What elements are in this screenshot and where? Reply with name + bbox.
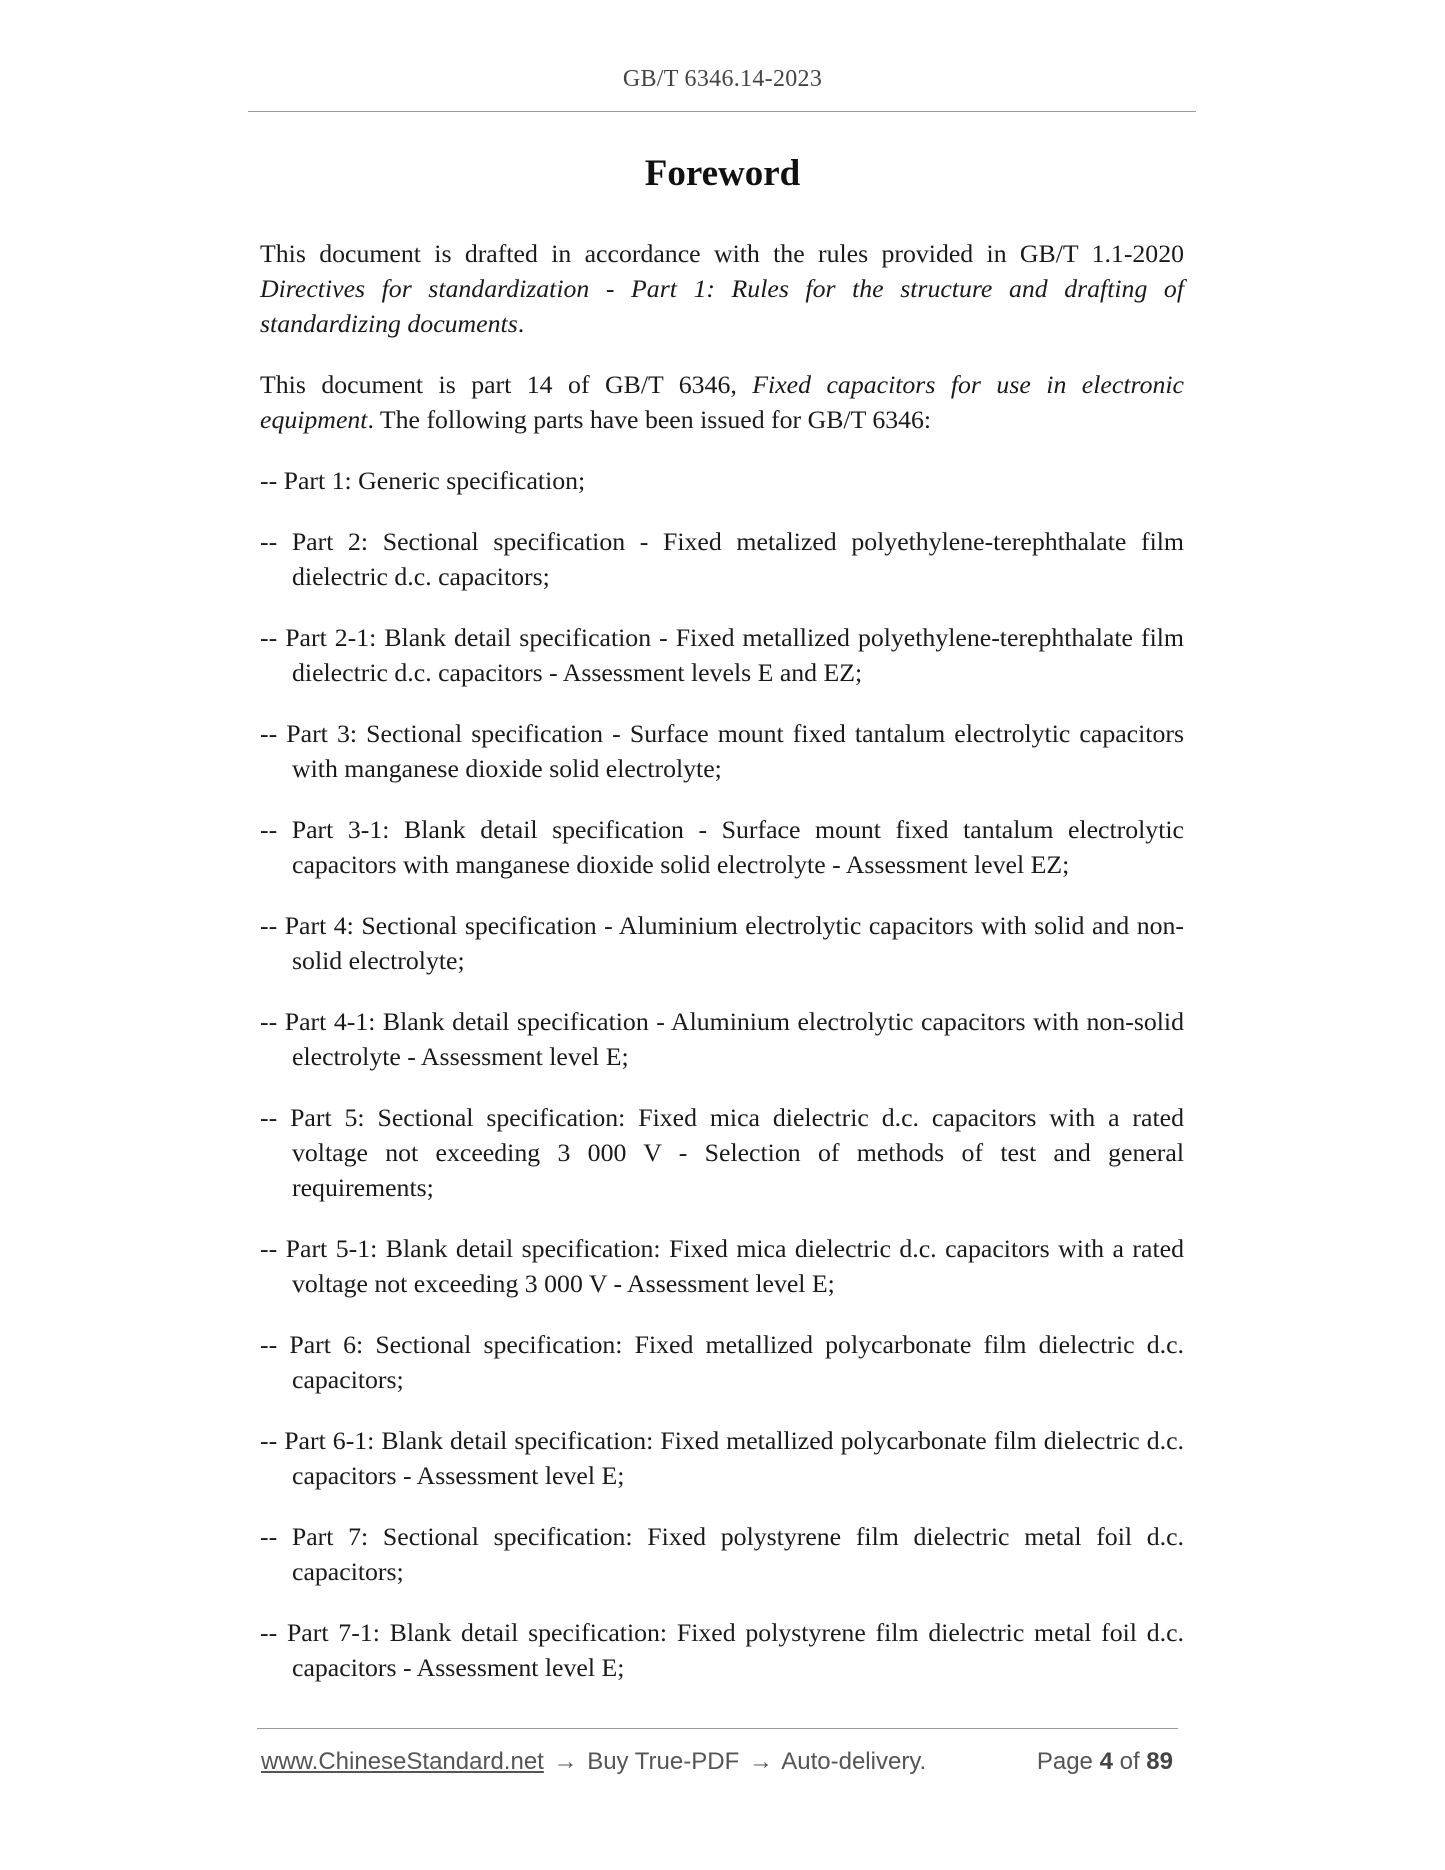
- page-number: [1037, 1748, 1173, 1776]
- list-item: -- Part 6: Sectional specification: Fixed metallized polycarbonate film dielectric d.c. capacitors;: [260, 1330, 1184, 1394]
- footer-promo: [261, 1748, 926, 1776]
- footer-divider: [257, 1728, 1178, 1729]
- intro-p1-italic-title: Directives for standardization - Part 1: Rules for the structure and drafting of standardizing documents: [260, 274, 1184, 338]
- foreword-body: [260, 236, 1184, 1711]
- list-item: -- Part 3-1: Blank detail specification - Surface mount fixed tantalum electrolytic capacitors with manganese dioxide solid electrolyte - Assessment level EZ;: [260, 815, 1184, 879]
- intro-p2-italic-title: Fixed capacitors for use in electronic equipment: [260, 370, 1184, 434]
- list-item: -- Part 4: Sectional specification - Aluminium electrolytic capacitors with solid and non-solid electrolyte;: [260, 911, 1184, 975]
- intro-p1-end: .: [517, 309, 525, 338]
- page-of-label: of: [1119, 1748, 1140, 1775]
- page-total: 89: [1146, 1748, 1173, 1775]
- arrow-right-icon: →: [748, 1748, 773, 1775]
- list-item: -- Part 1: Generic specification;: [260, 466, 586, 495]
- intro-p2-end: . The following parts have been issued for GB/T 6346:: [367, 405, 932, 434]
- website-link[interactable]: www.ChineseStandard.net: [261, 1748, 544, 1775]
- arrow-right-icon: →: [553, 1748, 578, 1775]
- list-item: -- Part 5-1: Blank detail specification: Fixed mica dielectric d.c. capacitors with a rated voltage not exceeding 3 000 V - Assessment level E;: [260, 1234, 1184, 1298]
- list-item: -- Part 5: Sectional specification: Fixed mica dielectric d.c. capacitors with a rated voltage not exceeding 3 000 V - Selection of methods of test and general requirements;: [260, 1103, 1184, 1202]
- page-label: Page: [1036, 1748, 1093, 1775]
- intro-paragraph-1: [260, 236, 1184, 341]
- list-item: -- Part 2: Sectional specification - Fixed metalized polyethylene-terephthalate film dielectric d.c. capacitors;: [260, 527, 1184, 591]
- list-item: -- Part 3: Sectional specification - Surface mount fixed tantalum electrolytic capacitors with manganese dioxide solid electrolyte;: [260, 719, 1184, 783]
- header-divider: [248, 111, 1196, 112]
- page-title: Foreword: [644, 153, 801, 194]
- list-item: -- Part 7: Sectional specification: Fixed polystyrene film dielectric metal foil d.c. capacitors;: [260, 1522, 1184, 1586]
- list-item: -- Part 6-1: Blank detail specification: Fixed metallized polycarbonate film dielectric d.c. capacitors - Assessment level E;: [260, 1426, 1184, 1490]
- intro-paragraph-2: [260, 367, 1184, 437]
- buy-true-pdf-text: Buy True-PDF: [587, 1748, 740, 1775]
- list-item: -- Part 4-1: Blank detail specification - Aluminium electrolytic capacitors with non-solid electrolyte - Assessment level E;: [260, 1007, 1184, 1071]
- intro-p2-text: This document is part 14 of GB/T 6346,: [260, 370, 753, 399]
- intro-p1-text: This document is drafted in accordance with the rules provided in GB/T 1.1-2020: [260, 239, 1184, 268]
- list-item: -- Part 7-1: Blank detail specification: Fixed polystyrene film dielectric metal foil d.c. capacitors - Assessment level E;: [260, 1618, 1184, 1682]
- page-current: 4: [1099, 1748, 1113, 1775]
- auto-delivery-text: Auto-delivery.: [781, 1748, 927, 1775]
- list-item: -- Part 2-1: Blank detail specification - Fixed metallized polyethylene-terephthalate film dielectric d.c. capacitors - Assessment levels E and EZ;: [260, 623, 1184, 687]
- document-code-header: GB/T 6346.14-2023: [622, 66, 823, 92]
